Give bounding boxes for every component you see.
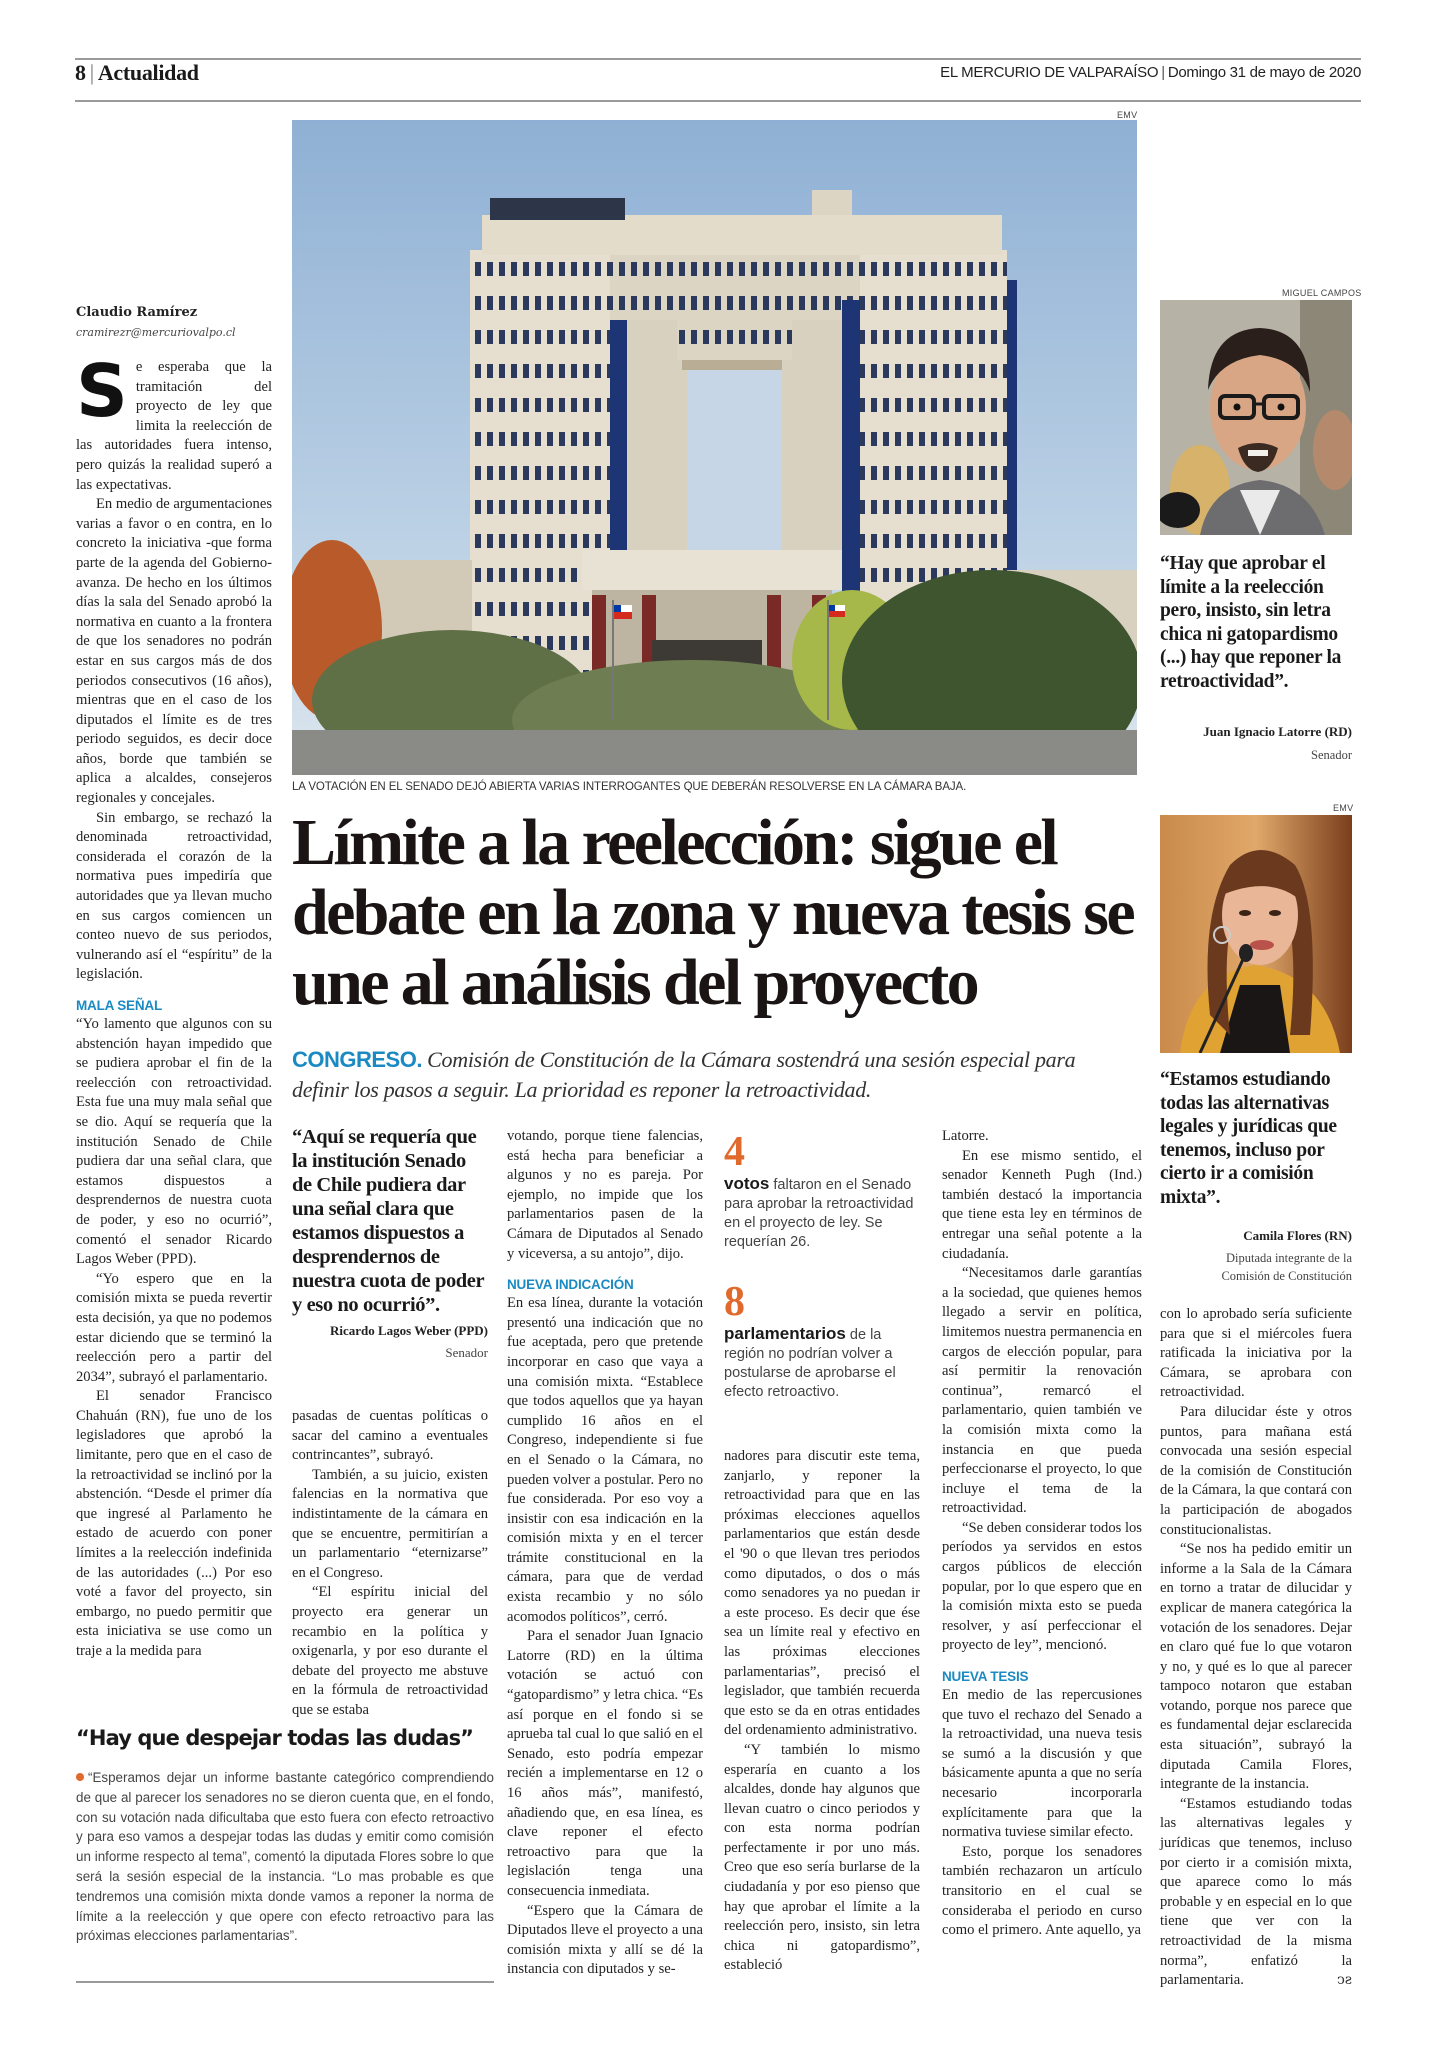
article-paragraph: “Estamos estudiando todas las alternativas legales y jurídicas que tenemos, incluso por cierto ir a comisión mixta, que aparece como lo más probable y en especial en lo que tiene que ver con la retroactividad de la misma norma”, enfatizó la parlamentaria. ↄƨ	[1160, 1795, 1352, 1991]
article-paragraph: “Se nos ha pedido emitir un informe a la Sala de la Cámara en torno a tratar de dilucidar y explicar de manera categórica la votación de los senadores. Dejar en claro qué fue lo que votaron y no, y qué es lo que al parecer tampoco notaron que estaban votando, porque nos parece que es fundamental dejar esclarecida esta situación”, subrayó la diputada Camila Flores, integrante de la instancia.	[1160, 1541, 1352, 1793]
article-column-1	[76, 349, 273, 1662]
page-header-section	[75, 60, 199, 86]
stat-number: 8	[724, 1279, 745, 1325]
pull-quote-name: Ricardo Lagos Weber (PPD)	[329, 1323, 488, 1338]
stat-description: votos faltaron en el Senado para aprobar la retroactividad en el proyecto de ley. Se requerían 26.	[724, 1174, 914, 1250]
section-name: Actualidad	[97, 60, 199, 85]
article-paragraph: El senador Francisco Chahuán (RN), fue uno de los legisladores que aprobó la limitante, pero que en el caso de la retroactividad se inclinó por la abstención. “Desde el primer día que ingresé al Parlamento he estado de acuerdo con poner límites a la reelección indefinida de las autoridades (...) Por eso voté a favor del proyecto, sin embargo, no puedo permitir que esta iniciativa se use como un traje a la medida para	[76, 1388, 272, 1659]
article-paragraph: Esto, porque los senadores también rechazaron un artículo transitorio en el cual se consideraba el periodo en curso como el primero. Ante aquello, ya	[942, 1843, 1142, 1939]
article-paragraph: con lo aprobado sería suficiente para que si el miércoles fuera ratificada la iniciativa por la Cámara, se aprobara con retroactividad.	[1160, 1306, 1352, 1401]
profile-photo-credit: MIGUEL CAMPOS	[1282, 288, 1362, 298]
article-paragraph: “Yo lamento que algunos con su abstención hayan impedido que se pudiera aprobar el fin de la reelección con retroactividad. Esta fue una muy mala señal que se dio. Aquí se requería que la institución Senado de Chile pudiera dar una señal clara, que estamos dispuestos a desprendernos de nuestra cuota de poder, y eso no ocurrió”, comentó el senador Ricardo Lagos Weber (PPD).	[76, 1016, 272, 1268]
article-headline: Límite a la reelección: sigue el debate en la zona y nueva tesis se une al análisis del proyecto	[292, 806, 1134, 1019]
stat-description: parlamentarios de la región no podrían volver a postularse de aprobarse el efecto retroactivo.	[724, 1324, 896, 1400]
stat-box	[724, 1280, 920, 1402]
article-paragraph: Sin embargo, se rechazó la denominada retroactividad, considerada el corazón de la normativa pues impediría que autoridades que ya llevan mucho en sus cargos comiencen un conteo nuevo de sus periodos, vulnerando así el “espíritu” de la legislación.	[76, 809, 272, 983]
article-column-5	[942, 1127, 1142, 1941]
article-paragraph: nadores para discutir este tema, zanjarlo, y reponer la retroactividad para que en las próximas elecciones aquellos parlamentarios que están desde el '90 o que llevan tres periodos como diputados, o dos o más como senadores ya no puedan ir a este proceso. Es decir que ése sea un límite real y efectivo en las próximas elecciones parlamentarias”, precisó el legislador, que también recuerda que esto se da en otras entidades del ordenamiento administrativo.	[724, 1448, 920, 1739]
portrait-man-illustration	[1160, 300, 1352, 535]
article-paragraph: También, a su juicio, existen falencias en la normativa que indistintamente de la cámara en que se encuentre, permitirían a un parlamentario “eternizarse” en el Congreso.	[292, 1466, 488, 1581]
page-header-masthead	[940, 64, 1361, 81]
article-paragraph: “El espíritu inicial del proyecto era generar un recambio en la política y oxigenarla, y por eso durante el debate del proyecto me abstuve en la fórmula de retroactividad que se estaba	[292, 1584, 488, 1718]
main-photo-credit: EMV	[1117, 110, 1138, 120]
article-paragraph: “Se deben considerar todos los períodos ya servidos en estos cargos públicos de elección popular, por lo que espero que en la comisión mixta esto se pueda resolver, y así perfeccionar el proyecto de ley”, mencionó.	[942, 1519, 1142, 1654]
box-bottom-rule	[76, 1981, 494, 1983]
publication-name: EL MERCURIO DE VALPARAÍSO	[940, 64, 1159, 81]
article-paragraph: En esa línea, durante la votación presentó una indicación que no fue aceptada, pero que pretende incorporar en caso que vaya a una comisión mixta. “Establece que todos aquellos que ya hayan cumplido 16 años en el Congreso, independiente si fue en el Senado o la Cámara, no pueden volver a postular. Pero no fue considerada. Por eso voy a insistir con esa indicación en la comisión mixta y en el tercer trámite constitucional en la cámara, para que de verdad exista recambio y no sólo acomodos políticos”, cerró.	[507, 1295, 703, 1625]
article-paragraph: “Espero que la Cámara de Diputados lleve el proyecto a una comisión mixta y allí se dé la instancia con diputados y se-	[507, 1902, 703, 1978]
article-paragraph: Para dilucidar éste y otros puntos, para mañana está convocada una sesión especial de la comisión de Constitución de la Cámara, la que contará con la participación de abogados constitucionalistas.	[1160, 1403, 1352, 1538]
article-paragraph: votando, porque tiene falencias, está hecha para beneficiar a algunos y no es pareja. Por ejemplo, no impide que los parlamentarios pasen de la Cámara de Diputados al Senado y viceversa, a su antojo”, dijo.	[507, 1128, 703, 1262]
article-paragraph: pasadas de cuentas políticas o sacar del camino a eventuales contrincantes”, subrayó.	[292, 1408, 488, 1464]
article-column-4	[724, 1447, 920, 1976]
header-top-rule	[75, 58, 1361, 60]
subheading-nueva-indicacion: NUEVA INDICACIÓN	[507, 1277, 634, 1293]
profile-photo-flores	[1160, 815, 1352, 1053]
congress-building-illustration	[292, 120, 1137, 775]
article-paragraph: Para el senador Juan Ignacio Latorre (RD) en la última votación se actuó con “gatopardismo” y letra chica. “Es así porque en el fondo si se aprueba tal cual lo que salió en el Senado, esto podría empezar recién a implementarse en 12 o 16 años más”, manifestó, añadiendo que, en esa línea, es clave reponer el efecto retroactivo para que la legislación tenga una consecuencia inmediata.	[507, 1628, 703, 1899]
header-bottom-rule	[75, 100, 1361, 102]
header-separator: |	[1161, 64, 1165, 81]
bullet-icon	[76, 1773, 84, 1781]
subheading-mala-senal: MALA SEÑAL	[76, 998, 162, 1013]
article-paragraph: “Yo espero que en la comisión mixta se pueda revertir esta decisión, ya que no podemos estar diciendo que se terminó la reelección pero a partir del 2034”, subrayó el parlamentario.	[76, 1270, 272, 1385]
stat-box	[724, 1130, 920, 1252]
article-paragraph: “Y también lo mismo esperaría en cuanto a los alcaldes, donde hay algunos que llevan cuatro o cinco periodos y con esta norma podrían perfectamente ir por uno más. Creo que eso sería burlarse de la ciudadanía y por eso pienso que hay que aprobar el límite a la reelección pero, insisto, sin letra chica ni gatopardismo”, estableció	[724, 1741, 920, 1974]
page-number: 8	[75, 60, 86, 85]
end-of-article-mark: ↄƨ	[1336, 1972, 1352, 1989]
article-paragraph: En medio de argumentaciones varias a favor o en contra, en lo concreto la iniciativa -que forma parte de la agenda del Gobierno- avanza. De hecho en los últimos días la sala del Senado aprobó la normativa en cuanto a la frontera de que los senadores no podrán estar en sus cargos más de dos periodos consecutivos (16 años), mientras que en el caso de los diputados el límite es de tres periodo seguidos, es decir doce años, borde que también se aplica a alcaldes, consejeros regionales y concejales.	[76, 496, 273, 807]
profile-role: Senador	[1311, 748, 1352, 762]
article-paragraph: Latorre.	[942, 1128, 989, 1144]
author-name: Claudio Ramírez	[76, 305, 198, 320]
portrait-woman-illustration	[1160, 815, 1352, 1053]
profile-name: Camila Flores (RN)	[1243, 1228, 1352, 1243]
article-paragraph: En medio de las repercusiones que tuvo el rechazo del Senado a la retroactividad, una nueva tesis se sumó a la discusión y que básicamente apunta a que no sería necesario incorporarla explícitamente para que la normativa tuviese similar efecto.	[942, 1687, 1142, 1841]
article-deck	[292, 1045, 1137, 1105]
article-column-6	[1160, 1305, 1352, 1991]
main-photo-caption: LA VOTACIÓN EN EL SENADO DEJÓ ABIERTA VARIAS INTERROGANTES QUE DEBERÁN RESOLVERSE EN LA CÁMARA BAJA.	[292, 781, 967, 793]
drop-cap: S	[76, 349, 128, 433]
main-photo-congress-building	[292, 120, 1137, 775]
publication-date: Domingo 31 de mayo de 2020	[1167, 64, 1361, 81]
stat-number: 4	[724, 1129, 745, 1175]
author-email[interactable]: cramirezr@mercuriovalpo.cl	[76, 326, 236, 339]
profile-name: Juan Ignacio Latorre (RD)	[1203, 724, 1352, 739]
header-separator: |	[89, 60, 94, 85]
article-paragraph: Se esperaba que la tramitación del proyecto de ley que limita la reelección de las autoridades fuera intenso, pero quizás la realidad superó a las expectativas.	[76, 349, 272, 493]
article-column-2	[292, 1407, 488, 1721]
pull-quote-text: “Aquí se requería que la institución Senado de Chile pudiera dar una señal clara que estamos dispuestos a desprendernos de nuestra cuota de poder y eso no ocurrió”.	[292, 1126, 484, 1316]
box-body	[76, 1768, 494, 1946]
article-column-3	[507, 1127, 703, 1980]
profile-role: Diputada integrante de la Comisión de Constitución	[1221, 1251, 1352, 1283]
article-paragraph: “Necesitamos darle garantías a la sociedad, que quienes hemos llegado a servir en política, limitemos nuestra permanencia en cargos de elección popular, para así permitir la renovación continua”, remarcó el parlamentario, quien también ve la comisión mixta como la instancia en que pueda perfeccionarse el proyecto, lo que incluye el tema de la retroactividad.	[942, 1265, 1142, 1517]
box-text: “Esperamos dejar un informe bastante categórico comprendiendo de que al parecer los senadores no se dieron cuenta que, en el fondo, con su votación nada dificultaba que esto fuera con efecto retroactivo y para eso vamos a despejar todas las dudas y emitir como comisión un informe respecto al tema”, comentó la diputada Flores sobre lo que será la sesión especial de la instancia. “Lo mas probable es que tendremos una comisión mixta donde vamos a reponer la norma de límite a la reelección y que opere con efecto retroactivo para las próximas elecciones parlamentarias”.	[76, 1770, 494, 1944]
subheading-nueva-tesis: NUEVA TESIS	[942, 1669, 1029, 1685]
deck-text: Comisión de Constitución de la Cámara sostendrá una sesión especial para definir los pasos a seguir. La prioridad es reponer la retroactividad.	[292, 1047, 1076, 1102]
profile-quote: “Hay que aprobar el límite a la reelección pero, insisto, sin letra chica ni gatopardismo (...) hay que reponer la retroactividad”.	[1160, 553, 1342, 692]
profile-photo-latorre	[1160, 300, 1352, 535]
box-title: “Hay que despejar todas las dudas”	[76, 1726, 474, 1750]
pull-quote-block	[292, 1125, 488, 1361]
pull-quote-role: Senador	[445, 1345, 488, 1360]
article-paragraph: En ese mismo sentido, el senador Kenneth Pugh (Ind.) también destacó la importancia que tiene esta ley en términos de entregar una señal potente a la ciudadanía.	[942, 1147, 1142, 1262]
profile-quote: “Estamos estudiando todas las alternativas legales y jurídicas que tenemos, incluso por cierto ir a comisión mixta”.	[1160, 1069, 1337, 1208]
deck-tag: CONGRESO.	[292, 1047, 422, 1072]
profile-photo-credit: EMV	[1333, 803, 1354, 813]
